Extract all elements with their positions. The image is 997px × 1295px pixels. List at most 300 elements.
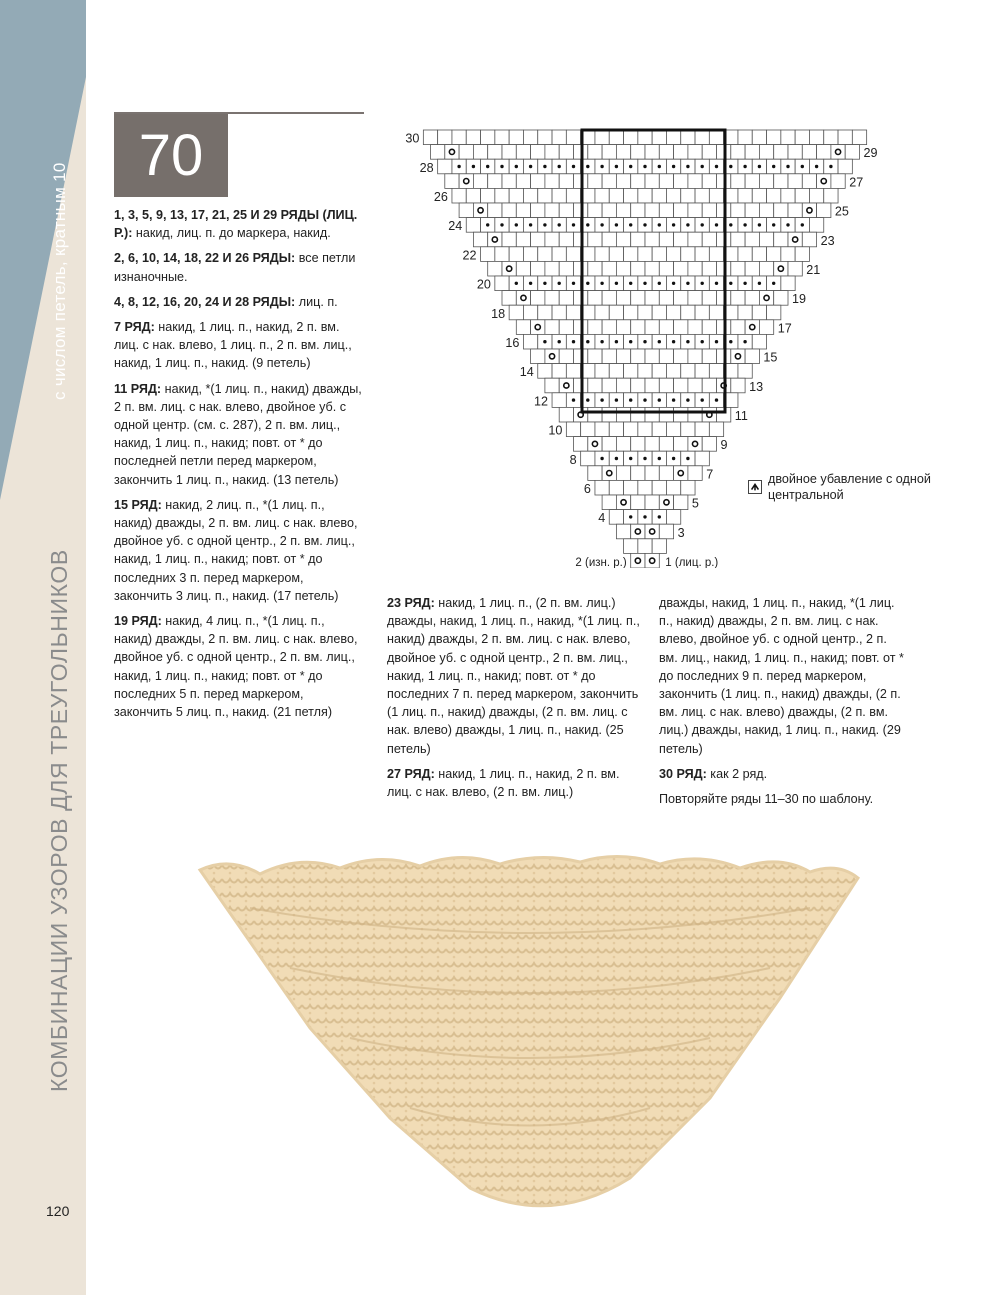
chart-cell	[767, 247, 781, 262]
chart-cell	[574, 437, 588, 452]
chart-cell	[774, 261, 788, 276]
instruction-purl-rows: 2, 6, 10, 14, 18, 22 И 26 РЯДЫ: все петли изнаночные.	[114, 251, 356, 284]
chart-cell	[688, 437, 702, 452]
instruction-row-19: 19 РЯД: накид, 4 лиц. п., *(1 лиц. п., накид) дважды, 2 п. вм. лиц. с нак. влево, двойное уб. с одной центр., 2 п. вм. лиц., накид, 1 лиц. п., накид; повт. от * до последних 5 п. перед маркером, закончить 5 лиц. п., накид. (21 петля)	[114, 614, 358, 720]
purl-dot-symbol	[543, 282, 546, 285]
chart-cell	[438, 159, 452, 174]
chart-cell	[674, 349, 688, 364]
chart-cell	[509, 247, 523, 262]
purl-dot-symbol	[686, 282, 689, 285]
chart-cell	[759, 174, 773, 189]
chart-cell	[566, 305, 580, 320]
chart-cell	[631, 407, 645, 422]
chart-cell	[423, 130, 437, 145]
purl-dot-symbol	[658, 165, 661, 168]
chart-cell	[838, 130, 852, 145]
chart-cell	[595, 305, 609, 320]
chart-cell	[702, 407, 716, 422]
purl-dot-symbol	[558, 340, 561, 343]
chart-cell	[495, 276, 509, 291]
chart-cell	[638, 539, 652, 554]
chart-cell	[845, 145, 859, 160]
instructions-column-2	[387, 594, 647, 808]
chart-cell	[624, 305, 638, 320]
chart-cell	[516, 291, 530, 306]
chart-cell	[602, 320, 616, 335]
row-label-right: 7	[706, 467, 714, 482]
chart-cell	[473, 203, 487, 218]
chart-cell	[523, 247, 537, 262]
chart-cell	[488, 261, 502, 276]
chart-cell	[516, 320, 530, 335]
chart-cell	[752, 334, 766, 349]
chart-cell	[538, 247, 552, 262]
chart-cell	[674, 291, 688, 306]
chart-cell	[731, 349, 745, 364]
chart-cell	[523, 130, 537, 145]
chart-cell	[631, 437, 645, 452]
chart-cell	[652, 188, 666, 203]
chart-cell	[481, 188, 495, 203]
chart-cell	[659, 174, 673, 189]
chart-cell	[516, 261, 530, 276]
chart-cell	[559, 320, 573, 335]
sidebar-subtitle: с числом петель, кратным 10	[50, 162, 69, 400]
purl-dot-symbol	[658, 282, 661, 285]
chart-cell	[659, 524, 673, 539]
chart-cell	[745, 320, 759, 335]
purl-dot-symbol	[629, 515, 632, 518]
purl-dot-symbol	[572, 282, 575, 285]
chart-cell	[466, 130, 480, 145]
chart-cell	[638, 422, 652, 437]
chart-cell	[852, 130, 866, 145]
chart-cell	[545, 174, 559, 189]
purl-dot-symbol	[629, 223, 632, 226]
chart-cell	[767, 305, 781, 320]
chart-cell	[602, 174, 616, 189]
row-label-2: 2 (изн. р.)	[575, 557, 627, 568]
chart-cell	[616, 495, 630, 510]
chart-cell	[545, 378, 559, 393]
purl-dot-symbol	[529, 223, 532, 226]
chart-cell	[681, 247, 695, 262]
purl-dot-symbol	[672, 398, 675, 401]
purl-dot-symbol	[658, 223, 661, 226]
chart-cell	[781, 130, 795, 145]
chart-cell	[624, 422, 638, 437]
purl-dot-symbol	[658, 398, 661, 401]
chart-cell	[774, 145, 788, 160]
chart-cell	[488, 145, 502, 160]
chart-cell	[645, 203, 659, 218]
chart-cell	[588, 349, 602, 364]
purl-dot-symbol	[500, 165, 503, 168]
chart-cell	[838, 159, 852, 174]
purl-dot-symbol	[715, 340, 718, 343]
chart-cell	[502, 145, 516, 160]
purl-dot-symbol	[701, 223, 704, 226]
chart-cell	[616, 232, 630, 247]
chart-cell	[559, 174, 573, 189]
chart-cell	[616, 174, 630, 189]
chart-cell	[538, 188, 552, 203]
chart-cell	[459, 203, 473, 218]
purl-dot-symbol	[643, 340, 646, 343]
purl-dot-symbol	[772, 165, 775, 168]
chart-cell	[709, 247, 723, 262]
chart-cell	[681, 364, 695, 379]
chart-cell	[616, 349, 630, 364]
chart-cell	[695, 364, 709, 379]
chart-cell	[688, 291, 702, 306]
purl-dot-symbol	[615, 457, 618, 460]
chart-cell	[688, 378, 702, 393]
instruction-row-23: 23 РЯД: накид, 1 лиц. п., (2 п. вм. лиц.) дважды, накид, 1 лиц. п., накид, *(1 лиц. п., накид) дважды, 2 п. вм. лиц. с нак. влево, двойное уб. с одной центр., 2 п. вм. лиц., накид, 1 лиц. п., накид; повт. от * до последних 7 п. перед маркером, закончить (1 лиц. п., накид) дважды, (2 п. вм. лиц. с нак. влево) дважды, 1 лиц. п., накид. (25 петель)	[387, 596, 640, 756]
chart-cell	[702, 291, 716, 306]
chart-cell	[602, 378, 616, 393]
chart-cell	[516, 232, 530, 247]
chart-cell	[652, 305, 666, 320]
chart-cell	[459, 174, 473, 189]
purl-dot-symbol	[772, 282, 775, 285]
chart-cell	[659, 407, 673, 422]
chart-cell	[638, 247, 652, 262]
purl-dot-symbol	[715, 165, 718, 168]
chart-cell	[516, 203, 530, 218]
row-label-right: 21	[806, 263, 821, 277]
chart-cell	[809, 218, 823, 233]
purl-dot-symbol	[829, 165, 832, 168]
row-label-left: 24	[448, 219, 463, 234]
purl-dot-symbol	[629, 165, 632, 168]
purl-dot-symbol	[701, 398, 704, 401]
chart-cell	[602, 232, 616, 247]
chart-cell	[752, 247, 766, 262]
purl-dot-symbol	[572, 223, 575, 226]
chart-cell	[788, 203, 802, 218]
chart-cell	[788, 174, 802, 189]
chart-cell	[731, 378, 745, 393]
chart-cell	[545, 203, 559, 218]
chart-cell	[774, 174, 788, 189]
instruction-odd-rows: 1, 3, 5, 9, 13, 17, 21, 25 И 29 РЯДЫ (ЛИЦ. Р.): накид, лиц. п. до маркера, накид.	[114, 208, 358, 241]
chart-cell	[759, 320, 773, 335]
chart-cell	[538, 364, 552, 379]
row-label-right: 23	[820, 233, 835, 248]
chart-cell	[731, 261, 745, 276]
purl-dot-symbol	[743, 165, 746, 168]
row-label-right: 11	[734, 409, 748, 423]
chart-cell	[802, 145, 816, 160]
chart-cell	[702, 145, 716, 160]
chart-cell	[545, 145, 559, 160]
chart-cell	[588, 466, 602, 481]
chart-cell	[552, 247, 566, 262]
chart-cell	[666, 130, 680, 145]
chart-cell	[473, 232, 487, 247]
chart-cell	[645, 437, 659, 452]
chart-cell	[588, 378, 602, 393]
chart-cell	[774, 291, 788, 306]
chart-cell	[752, 305, 766, 320]
chart-cell	[523, 305, 537, 320]
chart-cell	[738, 247, 752, 262]
chart-cell	[745, 203, 759, 218]
chart-cell	[759, 261, 773, 276]
chart-cell	[674, 495, 688, 510]
chart-cell	[702, 203, 716, 218]
row-label-right: 9	[720, 438, 728, 453]
chart-cell	[616, 407, 630, 422]
purl-dot-symbol	[701, 282, 704, 285]
chart-cell	[631, 524, 645, 539]
chart-cell	[552, 130, 566, 145]
chart-cell	[738, 130, 752, 145]
purl-dot-symbol	[586, 223, 589, 226]
chart-cell	[652, 422, 666, 437]
row-label-left: 22	[462, 248, 477, 263]
chart-cell	[531, 320, 545, 335]
chart-cell	[631, 145, 645, 160]
chart-cell	[645, 524, 659, 539]
chart-cell	[631, 291, 645, 306]
chart-cell	[688, 407, 702, 422]
row-label-left: 6	[583, 482, 591, 496]
chart-cell	[817, 174, 831, 189]
purl-dot-symbol	[615, 340, 618, 343]
purl-dot-symbol	[643, 457, 646, 460]
chart-cell	[602, 437, 616, 452]
chart-cell	[452, 188, 466, 203]
chart-cell	[595, 364, 609, 379]
purl-dot-symbol	[686, 457, 689, 460]
chart-cell	[509, 305, 523, 320]
instruction-repeat: Повторяйте ряды 11–30 по шаблону.	[659, 792, 874, 807]
chart-cell	[795, 247, 809, 262]
instruction-row-7: 7 РЯД: накид, 1 лиц. п., накид, 2 п. вм. лиц. с нак. влево, 1 лиц. п., 2 п. вм. лиц., накид, 1 лиц. п., накид. (9 петель)	[114, 320, 352, 371]
purl-dot-symbol	[672, 282, 675, 285]
chart-cell	[631, 261, 645, 276]
chart-cell	[531, 203, 545, 218]
chart-cell	[552, 393, 566, 408]
purl-dot-symbol	[615, 398, 618, 401]
chart-cell	[709, 364, 723, 379]
purl-dot-symbol	[515, 282, 518, 285]
chart-cell	[616, 524, 630, 539]
chart-cell	[588, 232, 602, 247]
chart-cell	[674, 203, 688, 218]
chart-cell	[588, 203, 602, 218]
knitted-shawl-photo	[190, 848, 870, 1228]
chart-cell	[509, 130, 523, 145]
chart-cell	[638, 480, 652, 495]
chart-cell	[602, 349, 616, 364]
chart-cell	[731, 320, 745, 335]
chart-cell	[631, 466, 645, 481]
purl-dot-symbol	[558, 282, 561, 285]
chart-cell	[695, 451, 709, 466]
chart-cell	[702, 437, 716, 452]
chart-cell	[624, 130, 638, 145]
row-label-right: 29	[863, 146, 878, 161]
chart-cell	[488, 174, 502, 189]
chart-cell	[809, 130, 823, 145]
chart-cell	[709, 422, 723, 437]
purl-dot-symbol	[572, 340, 575, 343]
chart-cell	[488, 232, 502, 247]
chart-cell	[638, 364, 652, 379]
purl-dot-symbol	[801, 165, 804, 168]
chart-cell	[581, 451, 595, 466]
chart-cell	[445, 174, 459, 189]
chart-cell	[659, 349, 673, 364]
row-label-left: 14	[519, 365, 534, 380]
chart-cell	[767, 188, 781, 203]
chart-cell	[659, 495, 673, 510]
chart-cell	[624, 188, 638, 203]
purl-dot-symbol	[758, 282, 761, 285]
chart-cell	[652, 539, 666, 554]
chart-cell	[581, 422, 595, 437]
chart-cell	[674, 174, 688, 189]
purl-dot-symbol	[729, 340, 732, 343]
row-label-left: 18	[491, 306, 506, 321]
chart-cell	[666, 480, 680, 495]
chart-cell	[759, 291, 773, 306]
chart-cell	[831, 145, 845, 160]
chart-cell	[745, 291, 759, 306]
row-label-left: 16	[505, 336, 520, 350]
chart-cell	[802, 203, 816, 218]
chart-cell	[645, 349, 659, 364]
purl-dot-symbol	[615, 282, 618, 285]
chart-cell	[473, 174, 487, 189]
chart-cell	[809, 188, 823, 203]
purl-dot-symbol	[729, 165, 732, 168]
purl-dot-symbol	[715, 398, 718, 401]
instruction-knit-rows: 4, 8, 12, 16, 20, 24 И 28 РЯДЫ: лиц. п.	[114, 294, 338, 309]
chart-cell	[609, 130, 623, 145]
chart-cell	[516, 174, 530, 189]
chart-cell	[695, 305, 709, 320]
chart-cell	[659, 261, 673, 276]
purl-dot-symbol	[643, 165, 646, 168]
chart-cell	[666, 510, 680, 525]
chart-cell	[674, 407, 688, 422]
purl-dot-symbol	[758, 165, 761, 168]
purl-dot-symbol	[586, 398, 589, 401]
chart-cell	[638, 130, 652, 145]
purl-dot-symbol	[586, 282, 589, 285]
chart-cell	[645, 174, 659, 189]
chart-cell	[602, 466, 616, 481]
chart-cell	[738, 305, 752, 320]
chart-cell	[702, 174, 716, 189]
purl-dot-symbol	[543, 223, 546, 226]
chart-cell	[659, 291, 673, 306]
instruction-row-27: 27 РЯД: накид, 1 лиц. п., накид, 2 п. вм. лиц. с нак. влево, (2 п. вм. лиц.)	[387, 766, 620, 800]
chart-cell	[481, 247, 495, 262]
chart-cell	[559, 232, 573, 247]
instructions-column-3	[659, 594, 909, 815]
chart-cell	[531, 145, 545, 160]
chart-cell	[523, 188, 537, 203]
purl-dot-symbol	[572, 398, 575, 401]
row-label-right: 5	[691, 496, 699, 511]
chart-cell	[502, 232, 516, 247]
chart-cell	[566, 130, 580, 145]
purl-dot-symbol	[686, 398, 689, 401]
chart-cell	[566, 422, 580, 437]
purl-dot-symbol	[515, 165, 518, 168]
chart-cell	[752, 188, 766, 203]
purl-dot-symbol	[600, 398, 603, 401]
chart-cell	[674, 437, 688, 452]
chart-cell	[702, 232, 716, 247]
purl-dot-symbol	[600, 165, 603, 168]
chart-cell	[659, 232, 673, 247]
chart-cell	[624, 480, 638, 495]
purl-dot-symbol	[486, 165, 489, 168]
chart-cell	[702, 320, 716, 335]
purl-dot-symbol	[586, 165, 589, 168]
chart-cell	[659, 320, 673, 335]
chart-cell	[681, 130, 695, 145]
chart-cell	[759, 232, 773, 247]
purl-dot-symbol	[629, 398, 632, 401]
chart-cell	[674, 145, 688, 160]
chart-cell	[781, 247, 795, 262]
purl-dot-symbol	[586, 340, 589, 343]
chart-cell	[559, 407, 573, 422]
instruction-row-27-cont: дважды, накид, 1 лиц. п., накид, *(1 лиц. п., накид) дважды, 2 п. вм. лиц. с нак. влево, двойное уб. с одной центр., 2 п. вм. лиц., накид, 1 лиц. п., накид; повт. от * до последних 9 п. перед маркером, закончить (1 лиц. п., накид) дважды, (2 п. вм. лиц. с нак. влево) дважды, (2 п. вм. лиц.) дважды, накид, 1 лиц. п., накид. (29 петель)	[659, 596, 904, 756]
purl-dot-symbol	[600, 340, 603, 343]
chart-cell	[709, 305, 723, 320]
row-label-left: 4	[598, 511, 606, 526]
purl-dot-symbol	[672, 223, 675, 226]
chart-cell	[645, 495, 659, 510]
chart-cell	[695, 247, 709, 262]
chart-cell	[659, 437, 673, 452]
chart-cell	[652, 130, 666, 145]
chart-cell	[631, 232, 645, 247]
chart-cell	[831, 174, 845, 189]
purl-dot-symbol	[486, 223, 489, 226]
chart-cell	[531, 349, 545, 364]
row-label-right: 25	[834, 204, 849, 219]
pattern-number: 70	[114, 114, 228, 197]
chart-cell	[745, 261, 759, 276]
chart-cell	[602, 203, 616, 218]
chart-cell	[659, 203, 673, 218]
purl-dot-symbol	[729, 223, 732, 226]
purl-dot-symbol	[558, 223, 561, 226]
chart-cell	[609, 247, 623, 262]
purl-dot-symbol	[643, 515, 646, 518]
purl-dot-symbol	[600, 223, 603, 226]
chart-cell	[645, 232, 659, 247]
chart-cell	[767, 130, 781, 145]
chart-cell	[624, 539, 638, 554]
chart-cell	[788, 261, 802, 276]
chart-cell	[674, 466, 688, 481]
chart-cell	[688, 174, 702, 189]
purl-dot-symbol	[543, 165, 546, 168]
chart-cell	[638, 188, 652, 203]
chart-cell	[688, 261, 702, 276]
sidebar-section-title: КОМБИНАЦИИ УЗОРОВ ДЛЯ ТРЕУГОЛЬНИКОВ	[46, 549, 72, 1092]
